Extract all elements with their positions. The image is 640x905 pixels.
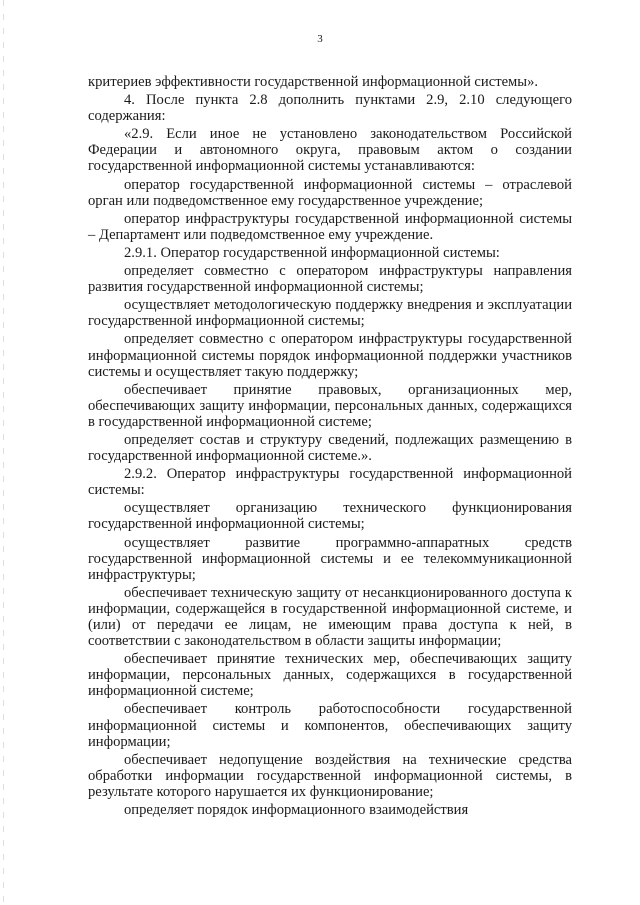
page-number: 3 <box>317 33 323 45</box>
paragraph: определяет совместно с оператором инфраструктуры направления развития государственной информационной системы; <box>88 263 572 296</box>
paragraph: 2.9.1. Оператор государственной информационной системы: <box>124 244 500 261</box>
paragraph: обеспечивает техническую защиту от несанкционированного доступа к информации, содержащейся в государственной информационной системе, и (или) от передачи ее лицам, не имеющим права доступа к ней, в соответствии с законодательством в области защиты информации; <box>88 584 572 650</box>
paragraph: критериев эффективности государственной информационной системы». <box>88 74 539 90</box>
paragraph: осуществляет организацию технического функционирования государственной информационной системы; <box>88 500 572 533</box>
paragraph: обеспечивает принятие технических мер, обеспечивающих защиту информации, персональных данных, содержащихся в государственной информационной системе; <box>88 651 572 700</box>
paragraph: обеспечивает принятие правовых, организационных мер, обеспечивающих защиту информации, персональных данных, содержащихся в государственной информационной системе; <box>88 381 572 430</box>
paragraph: обеспечивает недопущение воздействия на технические средства обработки информации государственной информационной системы, в результате которого нарушается их функционирование; <box>88 751 572 800</box>
paragraph: 2.9.2. Оператор инфраструктуры государственной информационной системы: <box>88 466 572 499</box>
paragraph: осуществляет методологическую поддержку внедрения и эксплуатации государственной информационной системы; <box>88 297 572 330</box>
paragraph: оператор государственной информационной системы – отраслевой орган или подведомственное ему государственное учреждение; <box>88 176 572 209</box>
paragraph: оператор инфраструктуры государственной информационной системы – Департамент или подведомственное ему учреждение. <box>88 210 572 243</box>
paragraph: осуществляет развитие программно-аппаратных средств государственной информационной системы и ее телекоммуникационной инфраструктуры; <box>88 534 572 583</box>
paragraph: определяет состав и структуру сведений, подлежащих размещению в государственной информационной системе.». <box>88 431 572 465</box>
document-body <box>88 74 572 820</box>
paragraph: «2.9. Если иное не установлено законодательством Российской Федерации и автономного округа, правовым актом о создании государственной информационной системы устанавливаются: <box>88 126 572 175</box>
paragraph: определяет совместно с оператором инфраструктуры государственной информационной системы порядок информационной поддержки участников системы и осуществляет такую поддержку; <box>88 331 572 380</box>
paragraph: 4. После пункта 2.8 дополнить пунктами 2.9, 2.10 следующего содержания: <box>88 92 572 125</box>
paragraph: определяет порядок информационного взаимодействия <box>124 802 469 819</box>
paragraph: обеспечивает контроль работоспособности государственной информационной системы и компонентов, обеспечивающих защиту информации; <box>88 701 572 750</box>
scan-edge-artifact <box>3 0 4 905</box>
